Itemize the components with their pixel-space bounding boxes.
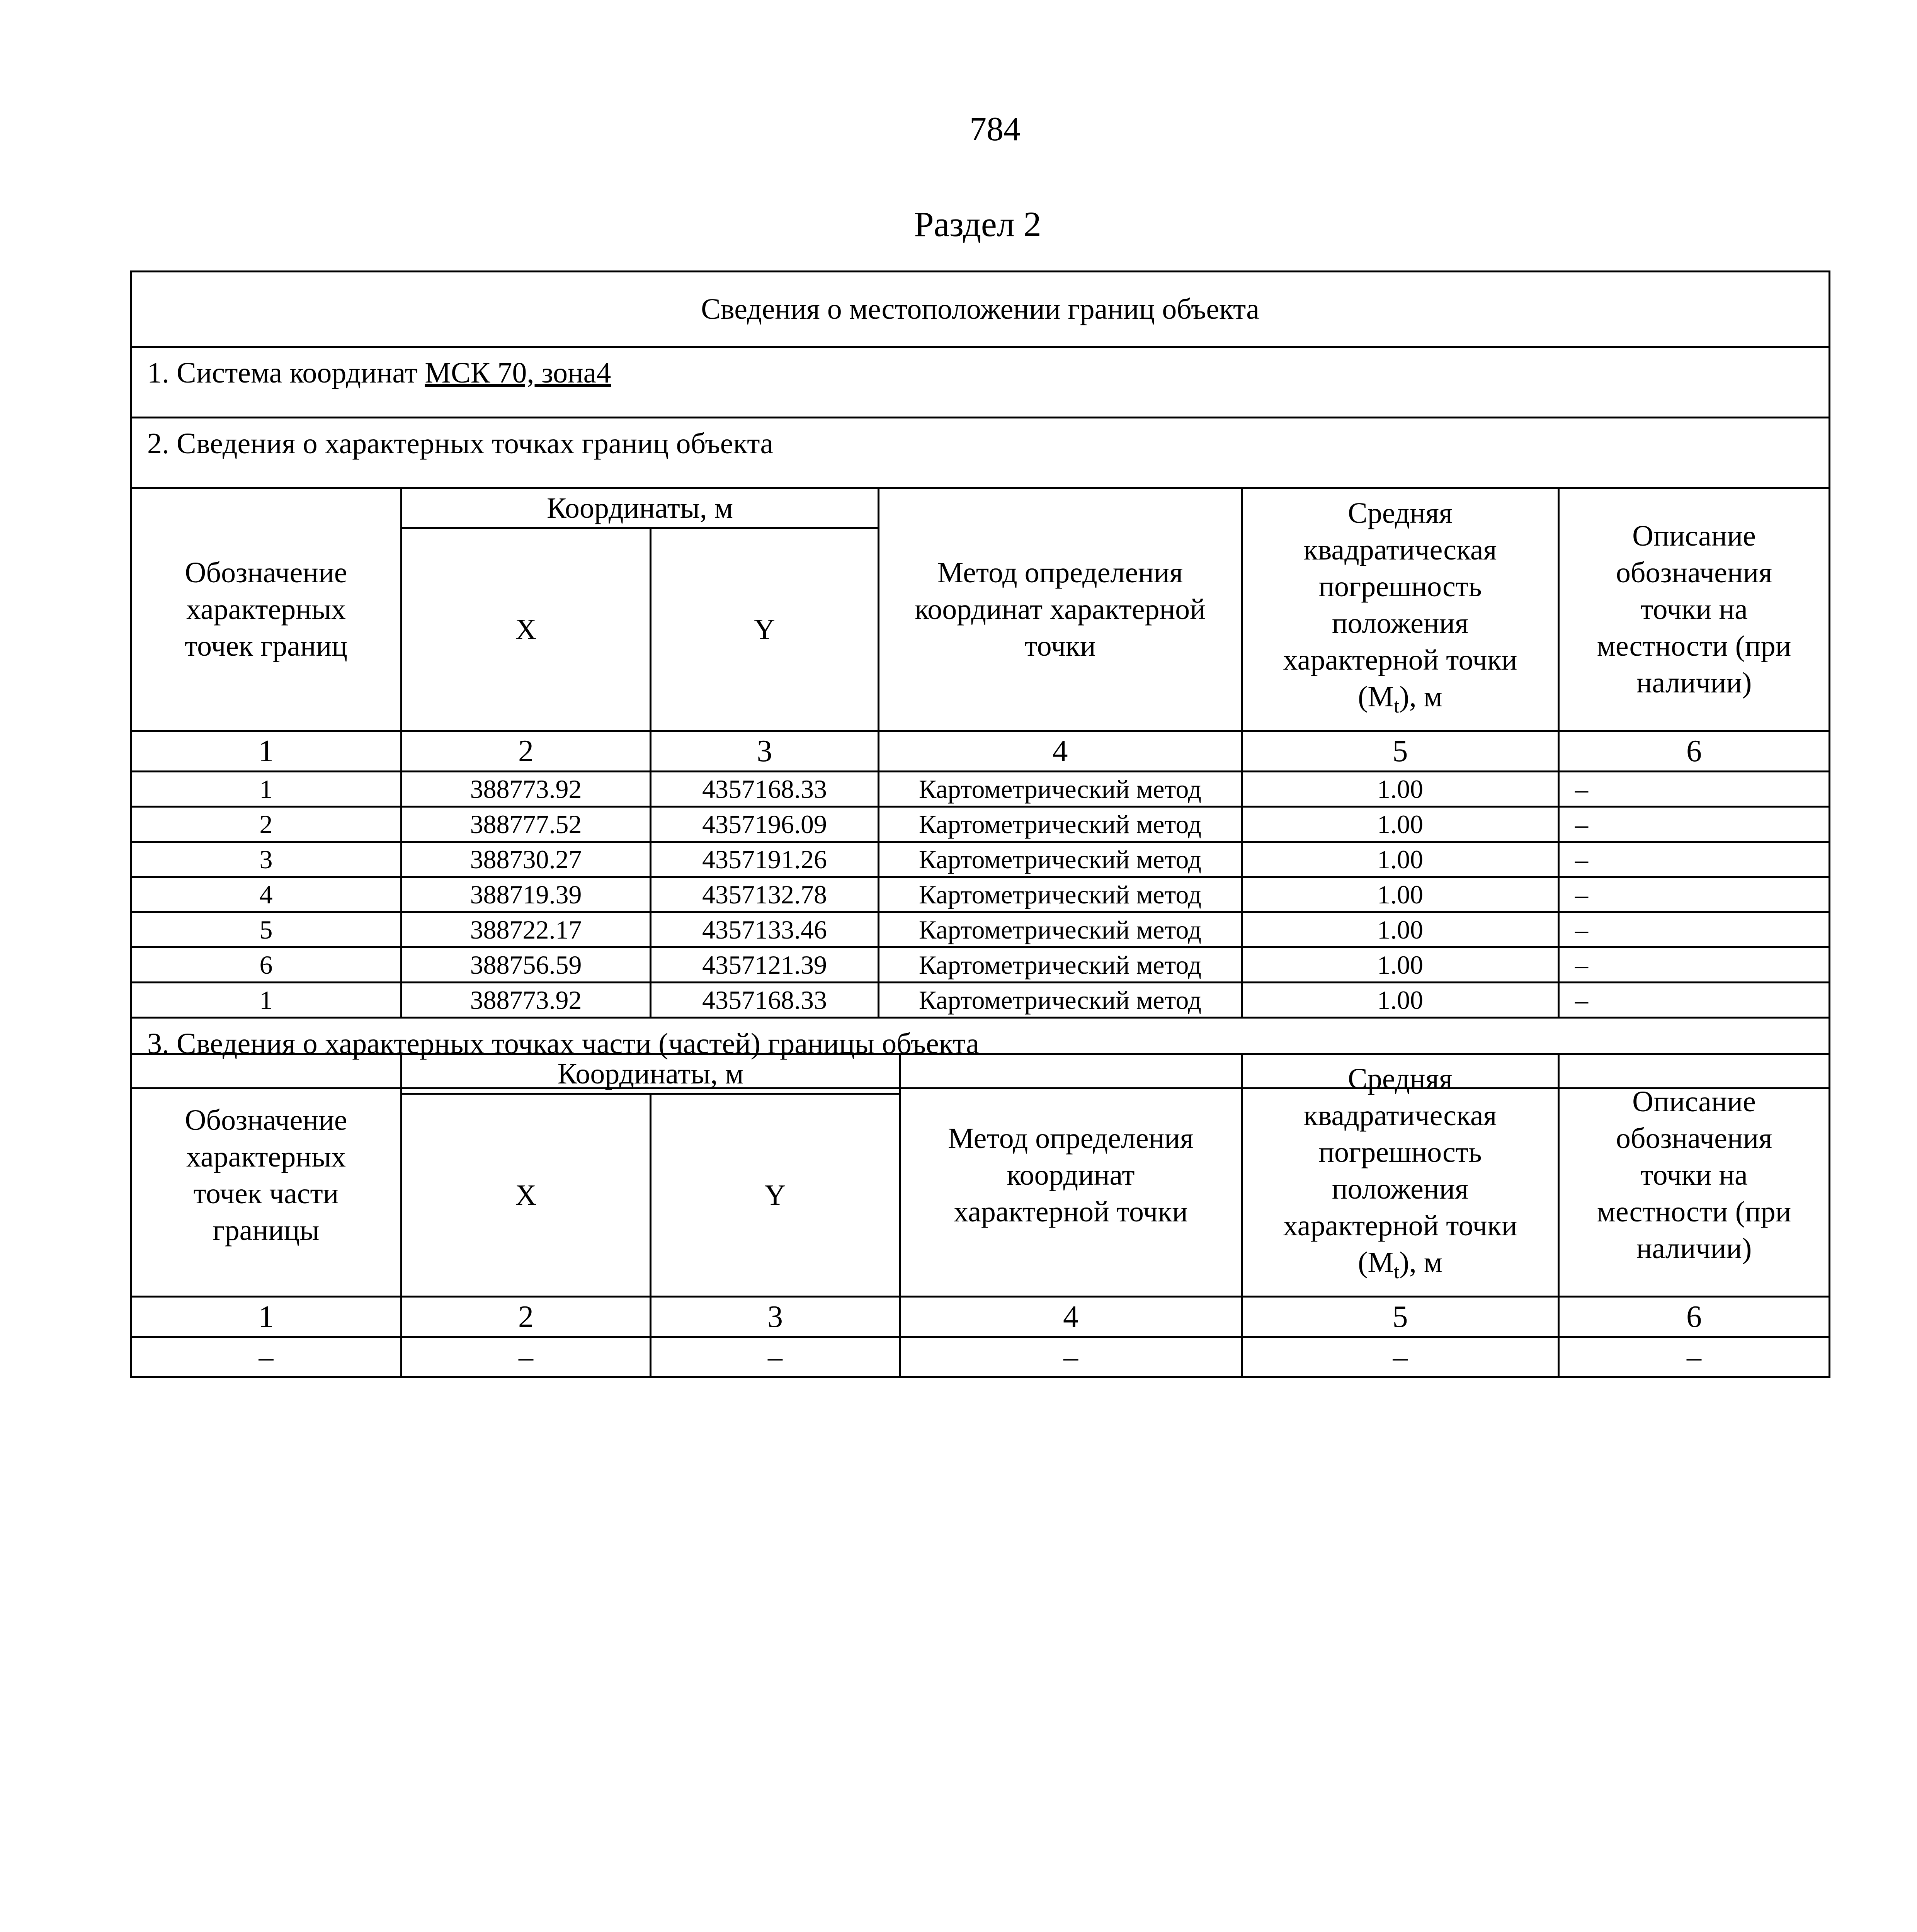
point-id: 6 (131, 947, 401, 983)
table-row (131, 983, 1830, 1018)
point-method: Картометрический метод (879, 947, 1242, 983)
column-number: 1 (131, 731, 401, 772)
point-accuracy: 1.00 (1242, 947, 1559, 983)
point-description: – (1559, 807, 1830, 842)
point-method: Картометрический метод (879, 842, 1242, 877)
point-description: – (1559, 912, 1830, 947)
point-accuracy: 1.00 (1242, 912, 1559, 947)
header-accuracy (1242, 488, 1559, 731)
header-coordinates: Координаты, м (401, 488, 879, 528)
coord-system-value: МСК 70, зона4 (425, 357, 611, 389)
point-description: – (1559, 877, 1830, 912)
parts-header-accuracy-end: ), м (1399, 1246, 1442, 1279)
point-description: – (1559, 983, 1830, 1018)
point-x: 388756.59 (401, 947, 651, 983)
point-y: 4357196.09 (651, 807, 879, 842)
point-id: 4 (131, 877, 401, 912)
point-x: 388730.27 (401, 842, 651, 877)
section-title: Раздел 2 (914, 204, 1041, 244)
point-id: 5 (131, 912, 401, 947)
point-method: Картометрический метод (879, 772, 1242, 807)
parts-cell: – (131, 1337, 401, 1377)
point-x: 388719.39 (401, 877, 651, 912)
point-id: 1 (131, 772, 401, 807)
point-accuracy: 1.00 (1242, 877, 1559, 912)
parts-cell: – (651, 1337, 900, 1377)
column-number: 4 (879, 731, 1242, 772)
column-number: 5 (1242, 1297, 1559, 1337)
table-row (131, 842, 1830, 877)
table-row (131, 947, 1830, 983)
point-x: 388773.92 (401, 983, 651, 1018)
parts-header-y: Y (651, 1094, 900, 1297)
parts-header-x: X (401, 1094, 651, 1297)
point-y: 4357132.78 (651, 877, 879, 912)
parts-section-label: 3. Сведения о характерных точках части (частей) границы объекта (131, 1018, 1830, 1088)
header-accuracy-end: ), м (1399, 680, 1442, 713)
point-x: 388773.92 (401, 772, 651, 807)
point-accuracy: 1.00 (1242, 772, 1559, 807)
point-x: 388722.17 (401, 912, 651, 947)
coord-system-row (131, 347, 1830, 418)
point-id: 2 (131, 807, 401, 842)
point-accuracy: 1.00 (1242, 807, 1559, 842)
table-title: Сведения о местоположении границ объекта (131, 272, 1830, 347)
header-y: Y (651, 528, 879, 731)
table-row (131, 772, 1830, 807)
column-number: 3 (651, 1297, 900, 1337)
column-number: 6 (1559, 731, 1830, 772)
column-number: 6 (1559, 1297, 1830, 1337)
column-number: 5 (1242, 731, 1559, 772)
table-row (131, 912, 1830, 947)
points-section-label: 2. Сведения о характерных точках границ объекта (131, 418, 1830, 488)
parts-header-designation: Обозначение характерных точек части границы (131, 1054, 401, 1297)
point-y: 4357168.33 (651, 983, 879, 1018)
point-y: 4357168.33 (651, 772, 879, 807)
parts-header-method: Метод определения координат характерной точки (900, 1054, 1242, 1297)
parts-column-number-row (131, 1297, 1830, 1337)
point-method: Картометрический метод (879, 912, 1242, 947)
table-row (131, 807, 1830, 842)
column-number: 4 (900, 1297, 1242, 1337)
header-designation: Обозначение характерных точек границ (131, 488, 401, 731)
header-x: X (401, 528, 651, 731)
parts-header-coordinates: Координаты, м (401, 1054, 900, 1094)
column-number: 2 (401, 731, 651, 772)
point-description: – (1559, 947, 1830, 983)
point-y: 4357191.26 (651, 842, 879, 877)
point-description: – (1559, 772, 1830, 807)
header-accuracy-sub: t (1394, 695, 1400, 717)
header-method: Метод определения координат характерной точки (879, 488, 1242, 731)
point-accuracy: 1.00 (1242, 983, 1559, 1018)
point-x: 388777.52 (401, 807, 651, 842)
header-accuracy-main: Средняя квадратическая погрешность положения характерной точки (M (1283, 497, 1517, 713)
parts-cell: – (1242, 1337, 1559, 1377)
page-number: 784 (970, 111, 1021, 148)
column-number: 3 (651, 731, 879, 772)
point-method: Картометрический метод (879, 807, 1242, 842)
parts-cell: – (1559, 1337, 1830, 1377)
header-description: Описание обозначения точки на местности (при наличии) (1559, 488, 1830, 731)
table-row (131, 1337, 1830, 1377)
point-method: Картометрический метод (879, 983, 1242, 1018)
point-description: – (1559, 842, 1830, 877)
parts-points-table (130, 1053, 1830, 1378)
column-number: 1 (131, 1297, 401, 1337)
parts-header-accuracy (1242, 1054, 1559, 1297)
boundary-info-table (130, 270, 1830, 1089)
point-y: 4357133.46 (651, 912, 879, 947)
column-number: 2 (401, 1297, 651, 1337)
parts-header-accuracy-sub: t (1394, 1260, 1400, 1283)
parts-header-accuracy-main: Средняя квадратическая погрешность положения характерной точки (M (1283, 1062, 1517, 1279)
column-number-row (131, 731, 1830, 772)
parts-header-description: Описание обозначения точки на местности (при наличии) (1559, 1054, 1830, 1297)
parts-cell: – (401, 1337, 651, 1377)
point-accuracy: 1.00 (1242, 842, 1559, 877)
table-row (131, 877, 1830, 912)
point-id: 1 (131, 983, 401, 1018)
point-y: 4357121.39 (651, 947, 879, 983)
point-id: 3 (131, 842, 401, 877)
parts-cell: – (900, 1337, 1242, 1377)
coord-system-label: 1. Система координат (147, 357, 425, 389)
point-method: Картометрический метод (879, 877, 1242, 912)
